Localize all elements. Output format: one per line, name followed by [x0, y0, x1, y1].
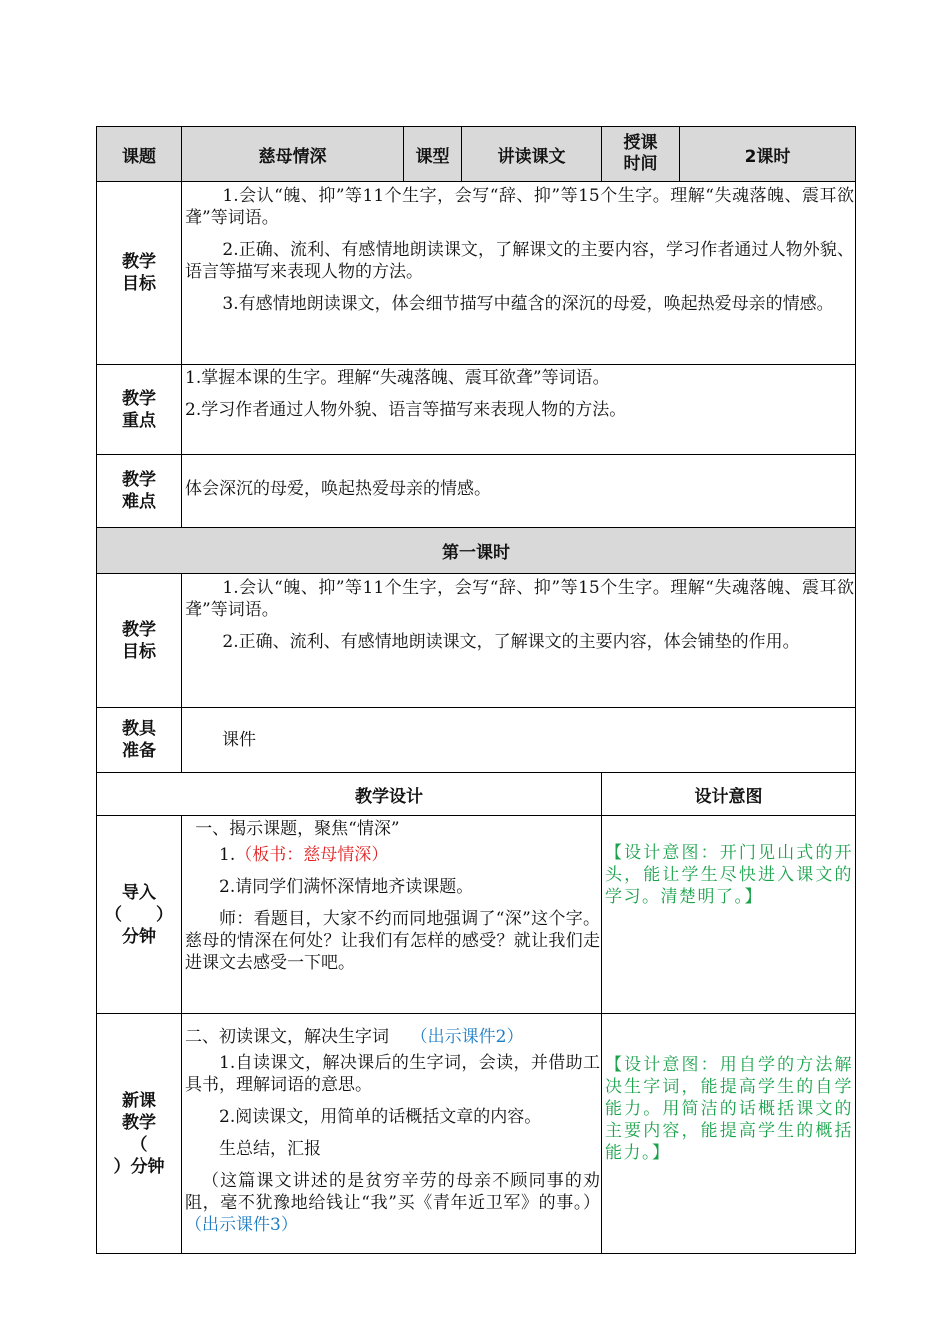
key-points-label-line2: 重点	[122, 410, 156, 431]
type-value: 讲读课文	[462, 127, 602, 182]
lesson1-goals-label-line1: 教学	[122, 619, 156, 640]
key-points-label-line1: 教学	[122, 388, 156, 409]
tools-label-line1: 教具	[122, 719, 156, 739]
tools-label-line2: 准备	[122, 741, 156, 761]
hours-value: 2课时	[680, 127, 856, 182]
intro-step1-prefix: 1.	[219, 845, 236, 865]
intro-heading: 一、揭示课题，聚焦“情深”	[195, 819, 400, 839]
new-lesson-answer-text: （这篇课文讲述的是贫穷辛劳的母亲不顾同事的劝阻，毫不犹豫地给钱让“我”买《青年近卫军》的事。）	[185, 1171, 600, 1213]
new-lesson-label-line1: 新课	[122, 1090, 156, 1111]
new-lesson-label-line4: ）分钟	[113, 1156, 165, 1177]
key-points-content	[182, 365, 856, 455]
tools-row	[97, 708, 856, 773]
board-note: （板书：慈母情深）	[235, 845, 389, 865]
tools-content	[182, 708, 856, 773]
difficulties-label	[97, 455, 182, 528]
difficulties-text: 体会深沉的母爱，唤起热爱母亲的情感。	[185, 479, 491, 499]
new-lesson-label	[97, 1014, 182, 1254]
goal-item: 2.正确、流利、有感情地朗读课文，了解课文的主要内容，学习作者通过人物外貌、语言等描写来表现人物的方法。	[185, 240, 854, 282]
lesson1-title-row	[97, 528, 856, 574]
new-lesson-label-line3: （	[130, 1134, 148, 1155]
difficulties-content	[182, 455, 856, 528]
new-lesson-intent: 【设计意图：用自学的方法解决生字词，能提高学生的自学能力。用简洁的话概括课文的主要内容，能提高学生的概括能力。】	[602, 1014, 856, 1254]
goals-row	[97, 182, 856, 365]
intro-step2: 2.请同学们满怀深情地齐读课题。	[219, 877, 474, 897]
intro-label	[97, 816, 182, 1014]
goal-item: 3.有感情地朗读课文，体会细节描写中蕴含的深沉的母爱，唤起热爱母亲的情感。	[222, 294, 834, 314]
lesson-plan-sheet	[96, 126, 855, 1254]
intro-step1	[185, 844, 600, 866]
intro-intent: 【设计意图：开门见山式的开头，能让学生尽快进入课文的学习。清楚明了。】	[602, 816, 856, 1014]
difficulties-label-line1: 教学	[122, 470, 156, 490]
tools-label	[97, 708, 182, 773]
type-label: 课型	[404, 127, 462, 182]
lesson1-goals-label-line2: 目标	[122, 641, 156, 662]
goals-label-line1: 教学	[122, 252, 156, 272]
key-points-label	[97, 365, 182, 455]
lesson1-goals-label	[97, 574, 182, 708]
new-lesson-heading-text: 二、初读课文，解决生字词	[185, 1027, 389, 1047]
intro-row	[97, 816, 856, 1014]
topic-label: 课题	[97, 127, 182, 182]
new-lesson-label-line2: 教学	[122, 1112, 156, 1133]
intro-content	[182, 816, 602, 1014]
new-lesson-student: 生总结，汇报	[219, 1139, 321, 1159]
lesson1-goals-content	[182, 574, 856, 708]
goals-label-line2: 目标	[122, 274, 156, 294]
intro-label-line1: 导入	[122, 882, 156, 903]
new-lesson-heading	[185, 1026, 600, 1048]
hours-label-line2: 时间	[623, 154, 658, 174]
new-lesson-step2: 2.阅读课文，用简单的话概括文章的内容。	[219, 1107, 542, 1127]
hours-label-line1: 授课	[623, 133, 658, 153]
new-lesson-answer	[185, 1170, 600, 1236]
lesson1-goals-row	[97, 574, 856, 708]
key-point-item: 2.学习作者通过人物外貌、语言等描写来表现人物的方法。	[185, 400, 627, 420]
new-lesson-step1: 1.自读课文，解决课后的生字词，会读，并借助工具书，理解词语的意思。	[185, 1053, 600, 1095]
courseware-2-link: （出示课件2）	[410, 1027, 524, 1047]
goal-item: 1.会认“魄、抑”等11个生字，会写“辞、抑”等15个生字。理解“失魂落魄、震耳欲聋”等词语。	[185, 186, 854, 228]
courseware-3-link: （出示课件3）	[185, 1215, 298, 1235]
new-lesson-content	[182, 1014, 602, 1254]
lesson1-title: 第一课时	[97, 528, 856, 574]
hours-label	[602, 127, 680, 182]
goals-content	[182, 182, 856, 365]
intro-teacher-text: 师：看题目，大家不约而同地强调了“深”这个字。慈母的情深在何处？让我们有怎样的感受？就让我们走进课文去感受一下吧。	[185, 909, 600, 973]
key-point-item: 1.掌握本课的生字。理解“失魂落魄、震耳欲聋”等词语。	[185, 368, 610, 388]
lesson1-goal-item: 1.会认“魄、抑”等11个生字，会写“辞、抑”等15个生字。理解“失魂落魄、震耳欲聋”等词语。	[185, 578, 854, 620]
key-points-row	[97, 365, 856, 455]
difficulties-label-line2: 难点	[122, 492, 156, 512]
topic-value: 慈母情深	[182, 127, 404, 182]
lesson-plan-table	[96, 126, 856, 1254]
header-row	[97, 127, 856, 182]
intro-label-line2: （ ）	[105, 904, 173, 925]
intent-column-header: 设计意图	[602, 773, 856, 816]
tools-text: 课件	[222, 730, 256, 750]
goals-label	[97, 182, 182, 365]
design-header-row	[97, 773, 856, 816]
new-lesson-row	[97, 1014, 856, 1254]
difficulties-row	[97, 455, 856, 528]
intro-label-line3: 分钟	[122, 926, 156, 947]
design-column-header: 教学设计	[97, 773, 602, 816]
lesson1-goal-item: 2.正确、流利、有感情地朗读课文，了解课文的主要内容，体会铺垫的作用。	[222, 632, 800, 652]
